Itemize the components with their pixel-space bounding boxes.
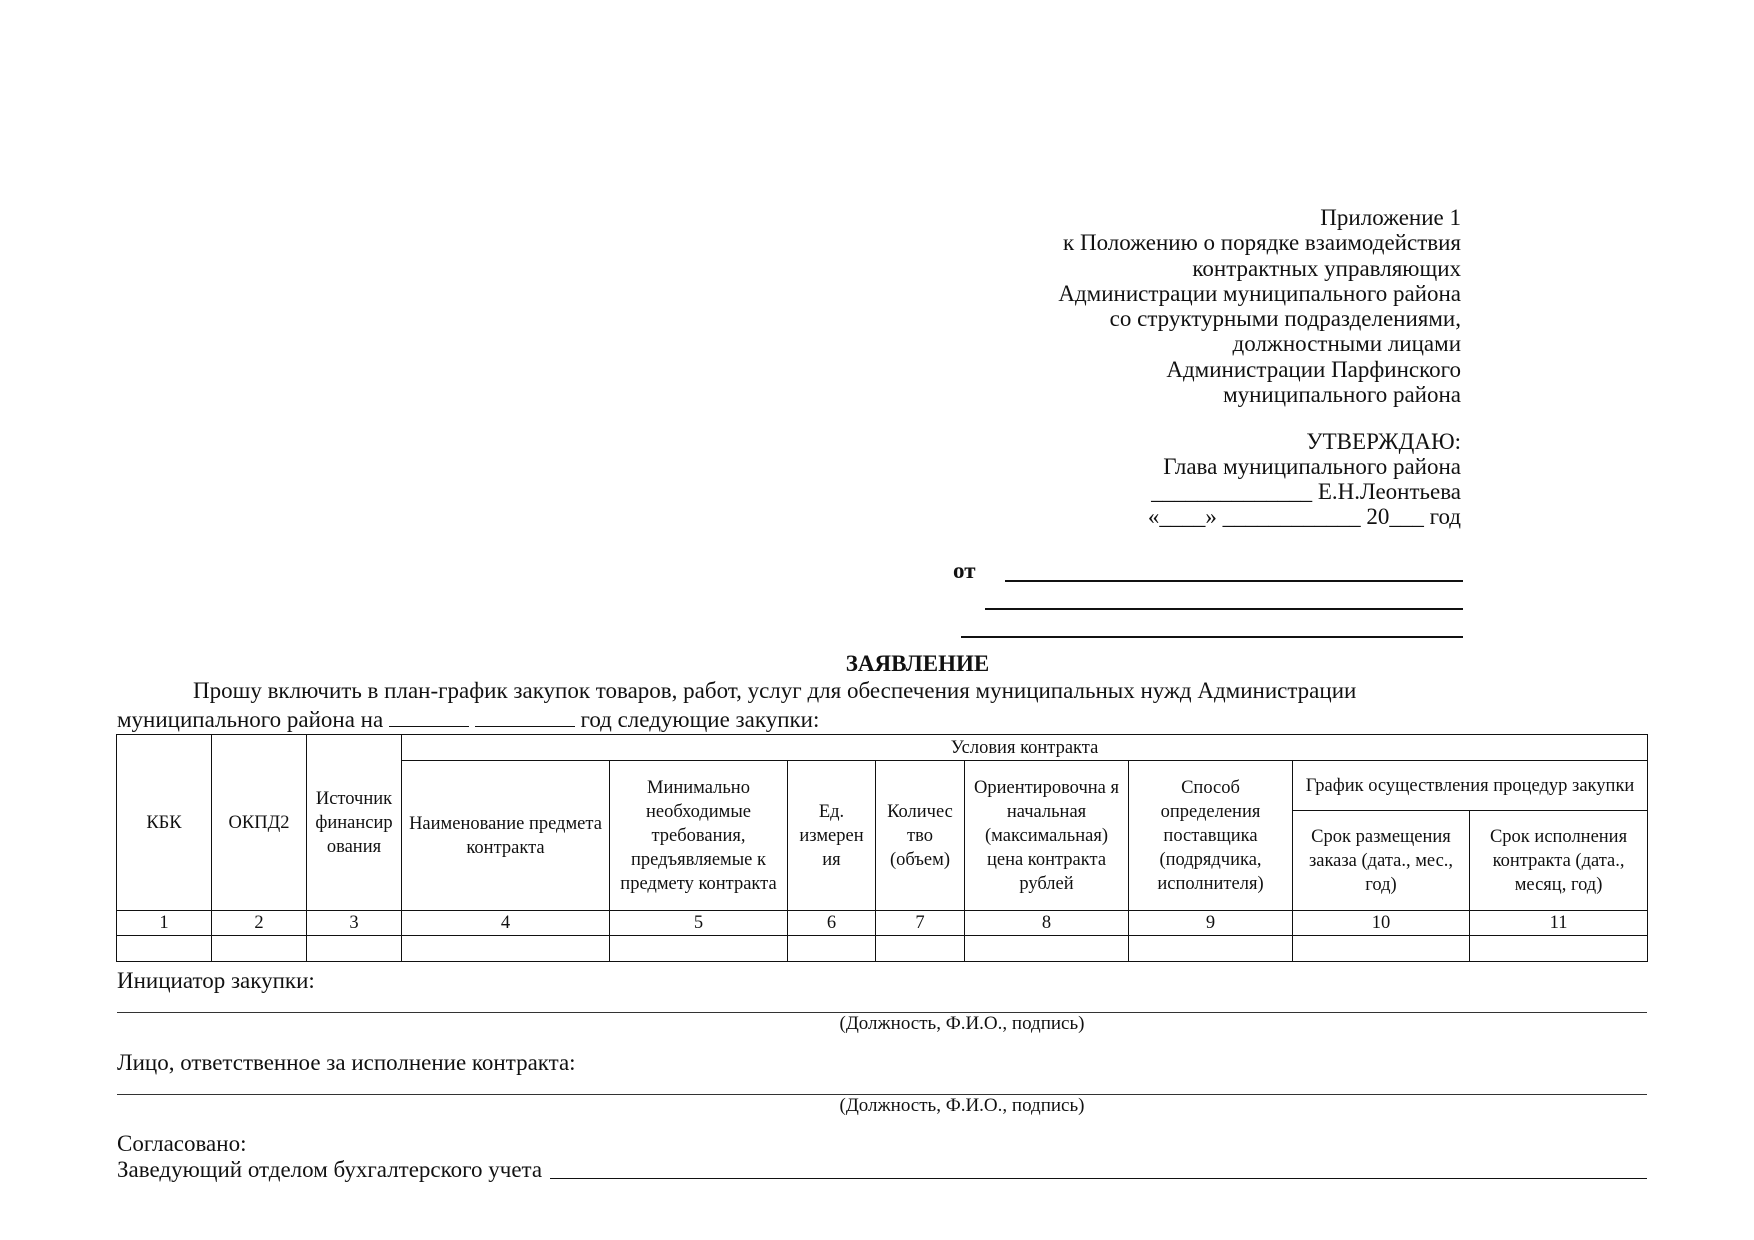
- appendix-line: должностными лицами: [1232, 331, 1461, 357]
- from-rule[interactable]: [1005, 580, 1463, 582]
- column-number: 10: [1293, 911, 1470, 936]
- header-quantity: Количес тво (объем): [876, 761, 965, 911]
- column-number: 8: [965, 911, 1129, 936]
- table-cell[interactable]: [788, 936, 876, 962]
- header-price: Ориентировочна я начальная (максимальная) цена контракта рублей: [965, 761, 1129, 911]
- table-row: [117, 936, 1648, 962]
- from-block: [943, 560, 1463, 644]
- approval-signature: ______________ Е.Н.Леонтьева: [1151, 479, 1461, 504]
- header-unit: Ед. измерен ия: [788, 761, 876, 911]
- from-line-1: [943, 560, 1463, 588]
- header-okpd2: ОКПД2: [212, 735, 307, 911]
- intro-before: муниципального района на: [117, 707, 384, 732]
- accounting-row: [117, 1157, 1647, 1183]
- from-line-3: [943, 616, 1463, 644]
- initiator-section: [117, 968, 1647, 1035]
- table-cell[interactable]: [307, 936, 402, 962]
- from-line-2: [943, 588, 1463, 616]
- table-cell[interactable]: [610, 936, 788, 962]
- column-number: 7: [876, 911, 965, 936]
- document-title: ЗАЯВЛЕНИЕ: [845, 651, 990, 676]
- approval-block: [941, 429, 1461, 529]
- intro-paragraph: [117, 676, 1647, 734]
- approval-heading: УТВЕРЖДАЮ:: [1306, 429, 1461, 454]
- year-blank-2[interactable]: [475, 708, 575, 727]
- table-cell[interactable]: [965, 936, 1129, 962]
- header-supplier-method: Способ определения поставщика (подрядчика, исполнителя): [1129, 761, 1293, 911]
- table-cell[interactable]: [876, 936, 965, 962]
- intro-line-2: [117, 705, 1647, 734]
- header-kbk: КБК: [117, 735, 212, 911]
- intro-line-1: Прошу включить в план-график закупок товаров, работ, услуг для обеспечения муниципальных нужд Администрации: [193, 678, 1357, 703]
- column-number: 5: [610, 911, 788, 936]
- appendix-line: Администрации муниципального района: [1058, 280, 1461, 306]
- table-cell[interactable]: [212, 936, 307, 962]
- appendix-line: со структурными подразделениями,: [1109, 306, 1461, 332]
- initiator-label: Инициатор закупки:: [117, 968, 315, 993]
- header-schedule: График осуществления процедур закупки: [1293, 761, 1648, 811]
- initiator-signature-line[interactable]: [117, 994, 1647, 1013]
- column-number: 1: [117, 911, 212, 936]
- from-rule[interactable]: [961, 636, 1463, 638]
- column-number: 6: [788, 911, 876, 936]
- header-execution-date: Срок исполнения контракта (дата., месяц, год): [1470, 811, 1648, 911]
- header-subject: Наименование предмета контракта: [402, 761, 610, 911]
- column-number: 9: [1129, 911, 1293, 936]
- accounting-label: Заведующий отделом бухгалтерского учета: [117, 1157, 543, 1182]
- approval-position: Глава муниципального района: [1163, 454, 1461, 479]
- from-label: от: [953, 558, 976, 583]
- year-blank-1[interactable]: [389, 708, 469, 727]
- table-cell[interactable]: [1470, 936, 1648, 962]
- header-funding-source: Источник финансир ования: [307, 735, 402, 911]
- agreed-label: Согласовано:: [117, 1131, 247, 1156]
- table-cell[interactable]: [402, 936, 610, 962]
- header-placement-date: Срок размещения заказа (дата., мес., год): [1293, 811, 1470, 911]
- header-contract-terms: Условия контракта: [402, 735, 1648, 761]
- responsible-signature-line[interactable]: [117, 1076, 1647, 1095]
- column-number: 3: [307, 911, 402, 936]
- appendix-line: к Положению о порядке взаимодействия: [1063, 230, 1461, 256]
- column-number: 4: [402, 911, 610, 936]
- responsible-label: Лицо, ответственное за исполнение контракта:: [117, 1050, 576, 1075]
- table-cell[interactable]: [1129, 936, 1293, 962]
- approval-date: «____» ____________ 20___ год: [1147, 504, 1461, 529]
- appendix-line: Администрации Парфинского: [1166, 356, 1461, 382]
- intro-after: год следующие закупки:: [580, 707, 820, 732]
- accounting-signature-line[interactable]: [550, 1160, 1647, 1179]
- appendix-line: Приложение 1: [1320, 205, 1461, 230]
- procurement-table: [116, 734, 1648, 962]
- appendix-line: муниципального района: [1223, 382, 1461, 408]
- column-number: 2: [212, 911, 307, 936]
- header-requirements: Минимально необходимые требования, предъявляемые к предмету контракта: [610, 761, 788, 911]
- signature-hint: (Должность, Ф.И.О., подпись): [839, 1013, 1085, 1034]
- agreed-section: [117, 1131, 1647, 1183]
- appendix-line: контрактных управляющих: [1192, 255, 1461, 281]
- table-cell[interactable]: [117, 936, 212, 962]
- signature-hint: (Должность, Ф.И.О., подпись): [839, 1095, 1085, 1116]
- column-number-row: [117, 911, 1648, 936]
- column-number: 11: [1470, 911, 1648, 936]
- table-cell[interactable]: [1293, 936, 1470, 962]
- appendix-reference: [941, 205, 1461, 407]
- from-rule[interactable]: [985, 608, 1463, 610]
- responsible-section: [117, 1050, 1647, 1117]
